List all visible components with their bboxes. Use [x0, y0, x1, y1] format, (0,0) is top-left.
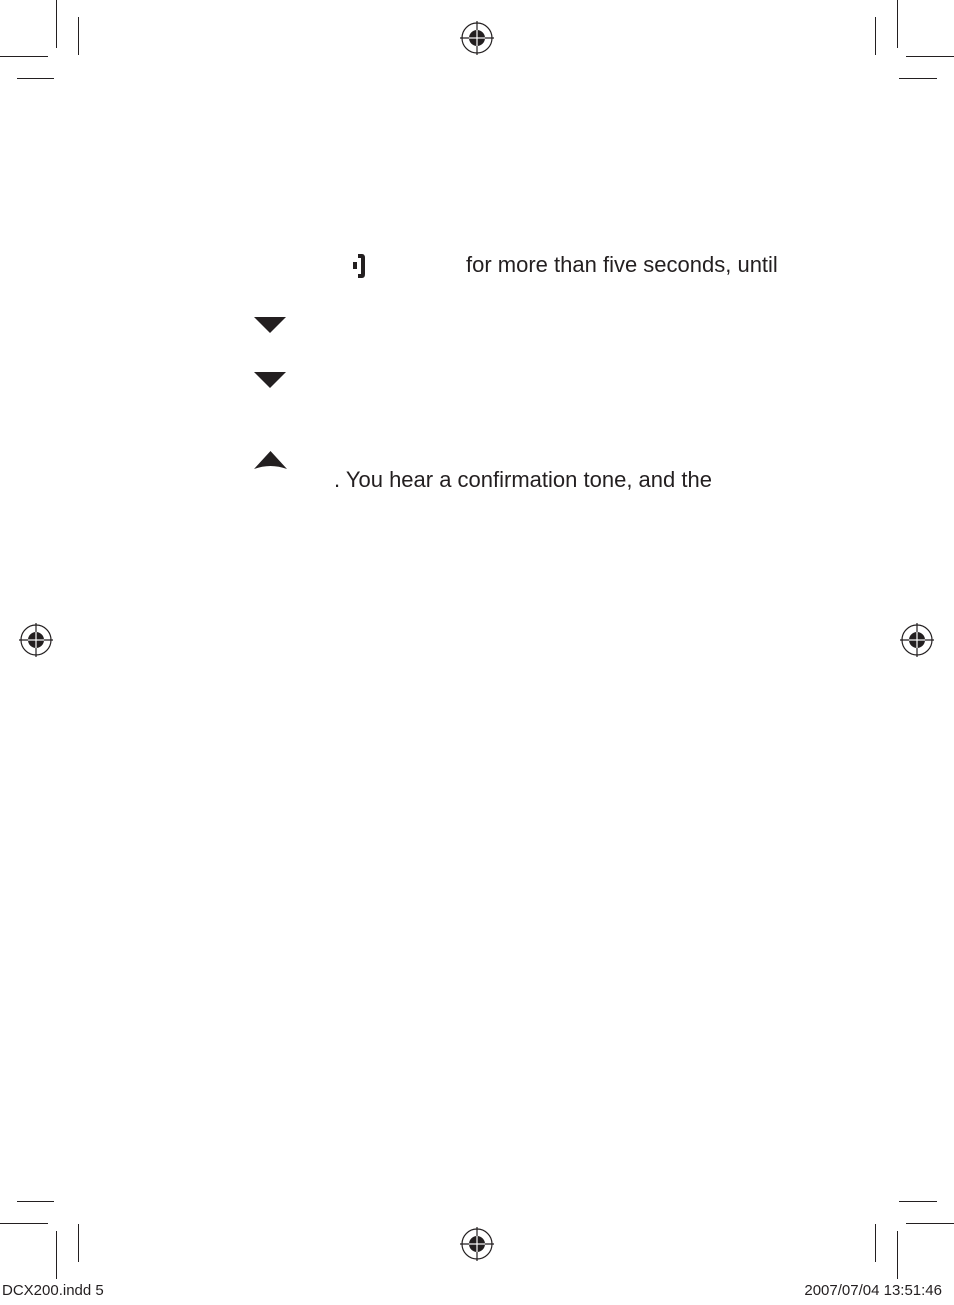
crop-mark [56, 1231, 57, 1279]
crop-mark [17, 1201, 54, 1202]
crop-mark [17, 78, 54, 79]
registration-mark-icon [460, 21, 494, 55]
registration-mark-icon [900, 623, 934, 657]
instruction-text: . You hear a confirmation tone, and the [334, 467, 712, 492]
crop-mark [899, 78, 937, 79]
crop-mark [897, 0, 898, 48]
crop-mark [906, 56, 954, 57]
crop-mark [56, 0, 57, 48]
crop-mark [0, 56, 48, 57]
crop-mark [899, 1201, 937, 1202]
up-arrow-icon [254, 451, 287, 469]
crop-mark [78, 1224, 79, 1262]
registration-mark-icon [460, 1227, 494, 1261]
timestamp-label: 2007/07/04 13:51:46 [804, 1282, 942, 1299]
phone-handset-icon [350, 252, 368, 280]
crop-mark [875, 1224, 876, 1262]
crop-mark [897, 1231, 898, 1279]
down-arrow-icon [254, 372, 286, 388]
crop-mark [78, 17, 79, 55]
instruction-text: for more than five seconds, until [466, 252, 778, 277]
crop-mark [875, 17, 876, 55]
registration-mark-icon [19, 623, 53, 657]
down-arrow-icon [254, 317, 286, 333]
crop-mark [906, 1223, 954, 1224]
crop-mark [0, 1223, 48, 1224]
file-page-label: DCX200.indd 5 [2, 1282, 104, 1299]
